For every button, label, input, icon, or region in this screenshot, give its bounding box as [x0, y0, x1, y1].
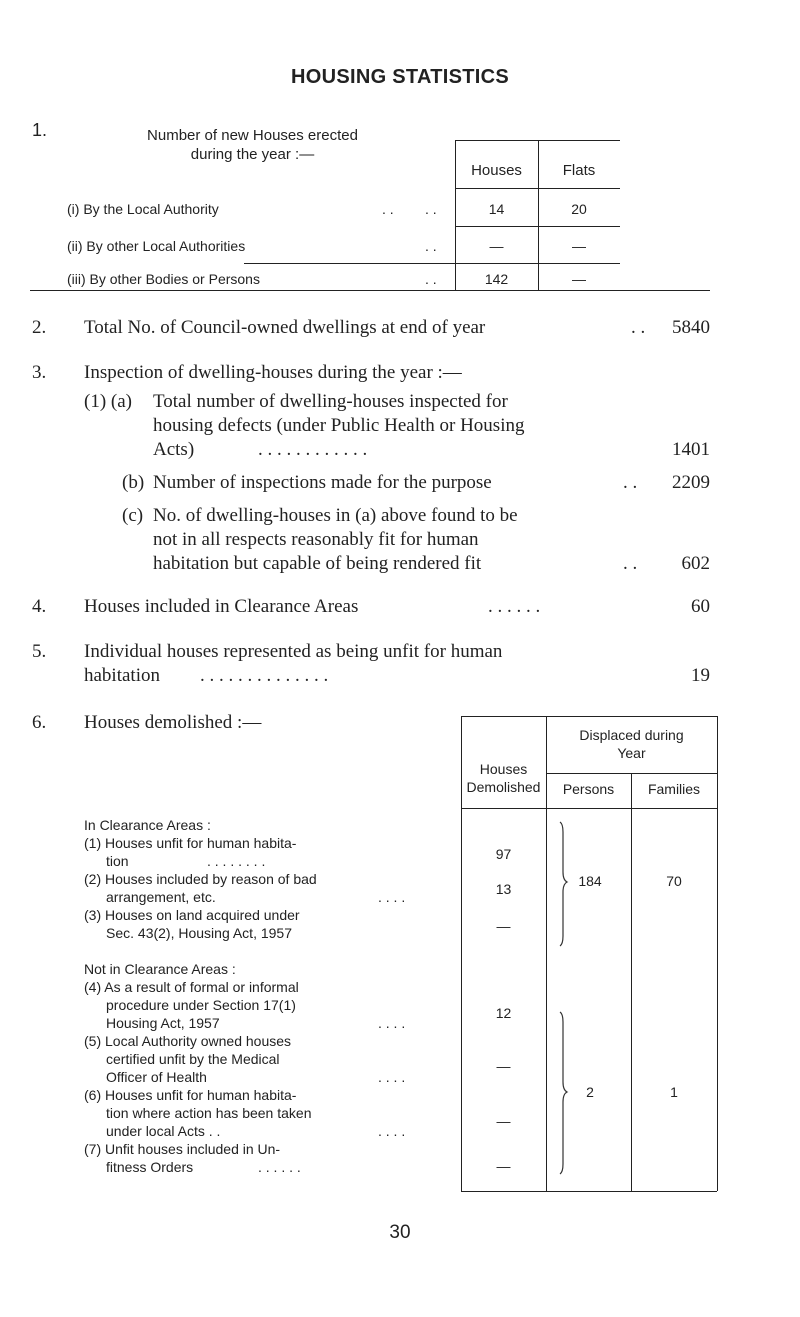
- leader-dots: . . . .: [378, 1069, 406, 1085]
- list-item-text: (1) Houses unfit for human habita-: [84, 835, 297, 851]
- unfit-houses-value: 19: [691, 665, 710, 686]
- cell-value: —: [572, 238, 586, 254]
- inspections-value: 2209: [672, 472, 710, 493]
- leader-dots: . .: [425, 238, 437, 254]
- column-header-flats: Flats: [562, 162, 596, 179]
- section-number: 4.: [32, 596, 47, 617]
- cell-value: 20: [571, 201, 587, 217]
- table-rule: [244, 263, 620, 264]
- table-row-label: (iii) By other Bodies or Persons: [67, 271, 260, 287]
- column-header-displaced: Displaced during: [579, 727, 684, 743]
- section-number: 6.: [32, 712, 47, 733]
- persons-value: 2: [586, 1084, 594, 1100]
- section-6-heading: Houses demolished :—: [84, 712, 262, 733]
- leader-dots: . .: [425, 271, 437, 287]
- column-header-displaced: Year: [617, 745, 646, 761]
- column-header-demolished: Demolished: [466, 779, 541, 795]
- section-number: 5.: [32, 641, 47, 662]
- table-rule: [631, 773, 632, 1191]
- persons-value: 184: [578, 873, 602, 889]
- leader-dots: . . . .: [378, 889, 406, 905]
- section-4-text: Houses included in Clearance Areas: [84, 596, 359, 617]
- leader-dots: . . . .: [378, 1015, 406, 1031]
- column-header-persons: Persons: [562, 781, 615, 797]
- cell-value: 14: [488, 201, 505, 217]
- leader-dots: . . . . . .: [488, 596, 541, 617]
- clearance-houses-value: 60: [691, 596, 710, 617]
- section-number: 3.: [32, 362, 47, 383]
- leader-dots: . .: [425, 201, 437, 217]
- table-rule: [461, 716, 717, 717]
- leader-dots: . .: [382, 201, 394, 217]
- demolished-value: 13: [495, 881, 512, 897]
- cell-value: —: [489, 238, 504, 254]
- list-item-text: under local Acts . .: [106, 1123, 221, 1139]
- list-item-text: (5) Local Authority owned houses: [84, 1033, 292, 1049]
- demolished-value: —: [496, 1058, 511, 1074]
- leader-dots: . . . .: [378, 1123, 406, 1139]
- item-text: Number of inspections made for the purpose: [153, 472, 492, 493]
- item-marker: (b): [122, 472, 145, 493]
- column-header-demolished: Houses: [479, 761, 528, 777]
- list-item-text: tion where action has been taken: [106, 1105, 312, 1121]
- reasonably-fit-value: 602: [681, 553, 710, 574]
- item-text: not in all respects reasonably fit for human: [153, 529, 479, 550]
- list-item-text: (3) Houses on land acquired under: [84, 907, 300, 923]
- demolished-value: 97: [495, 846, 512, 862]
- demolished-value: —: [496, 1113, 511, 1129]
- item-text: Total number of dwelling-houses inspected for: [153, 391, 508, 412]
- subheading-not-in-clearance: Not in Clearance Areas :: [84, 961, 236, 977]
- leader-dots: . . . . . . . . . . . .: [258, 439, 368, 460]
- table-rule: [717, 716, 718, 1191]
- item-text: habitation but capable of being rendered fit: [153, 553, 482, 574]
- demolished-value: —: [496, 1158, 511, 1174]
- section-number: 2.: [32, 317, 47, 338]
- section-5-text: Individual houses represented as being unfit for human: [84, 641, 503, 662]
- table-rule: [461, 808, 717, 809]
- page-title: HOUSING STATISTICS: [291, 66, 509, 88]
- page-number: 30: [389, 1222, 411, 1243]
- list-item-text: Officer of Health: [106, 1069, 207, 1085]
- item-text: housing defects (under Public Health or Housing: [153, 415, 525, 436]
- table-rule: [461, 1191, 717, 1192]
- list-item-text: fitness Orders: [106, 1159, 194, 1175]
- list-item-text: procedure under Section 17(1): [106, 997, 296, 1013]
- list-item-text: (4) As a result of formal or informal: [84, 979, 299, 995]
- column-header-families: Families: [647, 781, 701, 797]
- families-value: 70: [666, 873, 682, 889]
- item-text: No. of dwelling-houses in (a) above found to be: [153, 505, 518, 526]
- table-row-label: (i) By the Local Authority: [67, 201, 219, 217]
- leader-dots: . .: [623, 553, 638, 574]
- houses-inspected-value: 1401: [672, 439, 710, 460]
- item-marker: (c): [122, 505, 144, 526]
- leader-dots: . .: [631, 317, 646, 338]
- list-item-text: certified unfit by the Medical: [106, 1051, 280, 1067]
- list-item-text: (6) Houses unfit for human habita-: [84, 1087, 297, 1103]
- total-dwellings-value: 5840: [672, 317, 710, 338]
- leader-dots: . . . . . . . .: [207, 853, 266, 869]
- table-rule: [30, 290, 710, 291]
- demolished-value: —: [496, 918, 511, 934]
- list-item-text: tion: [106, 853, 129, 869]
- list-item-text: arrangement, etc.: [106, 889, 216, 905]
- list-item-text: (7) Unfit houses included in Un-: [84, 1141, 281, 1157]
- section-1-heading: Number of new Houses erected: [147, 127, 358, 144]
- families-value: 1: [670, 1084, 678, 1100]
- leader-dots: . .: [623, 472, 638, 493]
- leader-dots: . . . . . .: [258, 1159, 301, 1175]
- leader-dots: . . . . . . . . . . . . . .: [200, 665, 329, 686]
- subheading-in-clearance: In Clearance Areas :: [84, 817, 211, 833]
- column-header-houses: Houses: [471, 162, 522, 179]
- list-item-text: Housing Act, 1957: [106, 1015, 220, 1031]
- section-1-heading: during the year :—: [190, 146, 315, 163]
- demolished-value: 12: [495, 1005, 512, 1021]
- table-row-label: (ii) By other Local Authorities: [67, 238, 246, 254]
- list-item-text: (2) Houses included by reason of bad: [84, 871, 317, 887]
- section-5-text: habitation: [84, 665, 160, 686]
- list-item-text: Sec. 43(2), Housing Act, 1957: [106, 925, 292, 941]
- section-number: 1.: [32, 120, 48, 140]
- cell-value: 142: [484, 271, 509, 287]
- section-3-text: Inspection of dwelling-houses during the year :—: [84, 362, 462, 383]
- cell-value: —: [572, 271, 586, 287]
- section-2-text: Total No. of Council-owned dwellings at end of year: [84, 317, 486, 338]
- item-marker: (1) (a): [84, 391, 132, 412]
- item-text: Acts): [153, 439, 195, 460]
